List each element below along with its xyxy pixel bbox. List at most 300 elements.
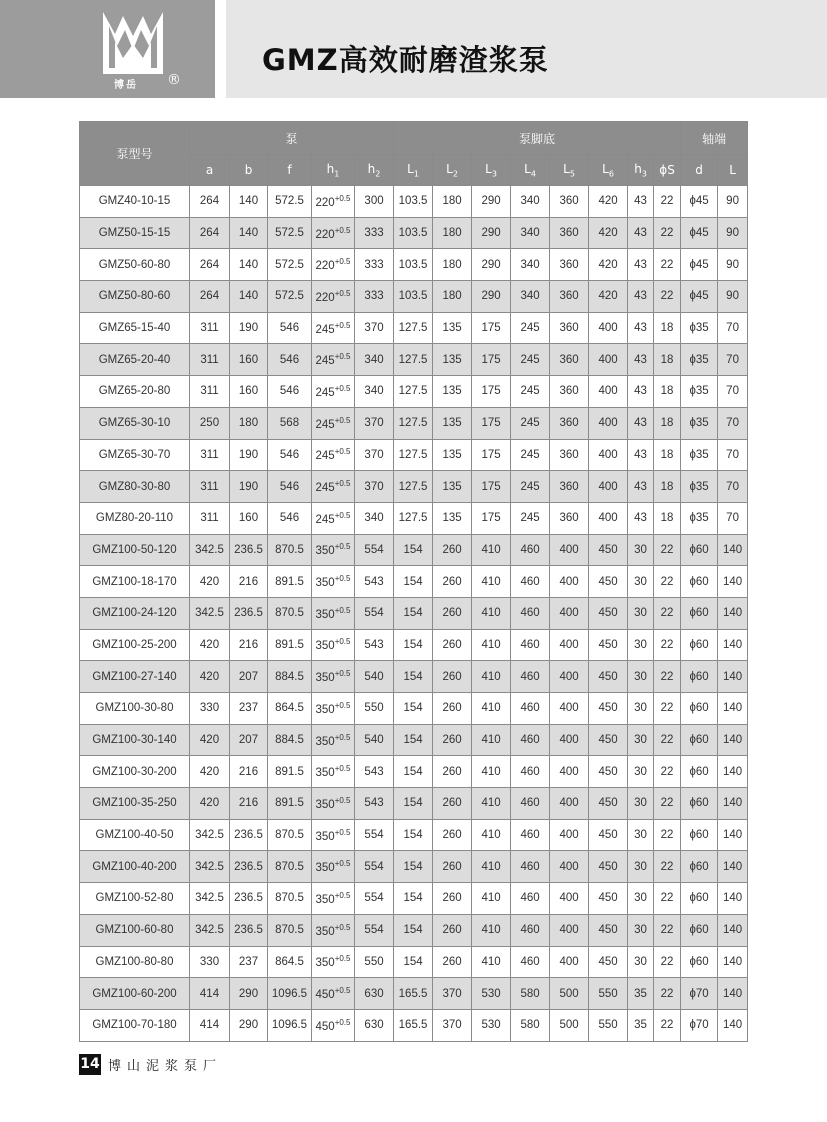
- page-title: GMZ高效耐磨渣浆泵: [262, 43, 549, 77]
- value-cell: 400: [550, 724, 589, 756]
- value-cell: 340: [511, 217, 550, 249]
- value-cell: 103.5: [394, 249, 433, 281]
- value-cell: 400: [550, 788, 589, 820]
- value-cell: 400: [589, 312, 628, 344]
- table-row: [80, 186, 748, 218]
- value-cell: 160: [230, 502, 268, 534]
- value-cell: ɸ60: [681, 534, 718, 566]
- value-cell: 460: [511, 914, 550, 946]
- value-cell: 264: [190, 217, 230, 249]
- value-cell: 410: [472, 724, 511, 756]
- column-header: L: [718, 155, 748, 186]
- value-cell: 460: [511, 566, 550, 598]
- value-cell: 342.5: [190, 883, 230, 915]
- value-cell: 260: [433, 946, 472, 978]
- value-cell: $350^{+0.5}$: [312, 629, 355, 661]
- value-cell: ɸ60: [681, 597, 718, 629]
- title-panel: [226, 0, 827, 98]
- value-cell: 530: [472, 1009, 511, 1041]
- value-cell: 260: [433, 597, 472, 629]
- value-cell: 311: [190, 439, 230, 471]
- value-cell: 216: [230, 629, 268, 661]
- value-cell: 175: [472, 407, 511, 439]
- table-row: [80, 502, 748, 534]
- value-cell: 175: [472, 344, 511, 376]
- table-row: [80, 439, 748, 471]
- value-cell: 135: [433, 312, 472, 344]
- value-cell: 550: [355, 946, 394, 978]
- value-cell: 884.5: [268, 724, 312, 756]
- value-cell: $350^{+0.5}$: [312, 883, 355, 915]
- value-cell: 450: [589, 883, 628, 915]
- value-cell: ɸ35: [681, 312, 718, 344]
- value-cell: ɸ60: [681, 661, 718, 693]
- model-cell: GMZ65-30-70: [80, 439, 190, 471]
- value-cell: 90: [718, 186, 748, 218]
- value-cell: 18: [654, 376, 681, 408]
- value-cell: 572.5: [268, 186, 312, 218]
- value-cell: 22: [654, 978, 681, 1010]
- value-cell: 870.5: [268, 883, 312, 915]
- value-cell: 22: [654, 597, 681, 629]
- value-cell: 450: [589, 851, 628, 883]
- value-cell: 450: [589, 946, 628, 978]
- value-cell: 370: [355, 407, 394, 439]
- value-cell: $245^{+0.5}$: [312, 439, 355, 471]
- table-row: [80, 1009, 748, 1041]
- value-cell: 135: [433, 344, 472, 376]
- model-cell: GMZ50-60-80: [80, 249, 190, 281]
- column-header: $h_3$: [628, 155, 654, 186]
- value-cell: 140: [230, 249, 268, 281]
- table-row: [80, 946, 748, 978]
- value-cell: 400: [589, 439, 628, 471]
- value-cell: 140: [230, 186, 268, 218]
- value-cell: 546: [268, 312, 312, 344]
- value-cell: $350^{+0.5}$: [312, 914, 355, 946]
- value-cell: 410: [472, 883, 511, 915]
- value-cell: 260: [433, 756, 472, 788]
- value-cell: 245: [511, 407, 550, 439]
- value-cell: 543: [355, 756, 394, 788]
- value-cell: 311: [190, 471, 230, 503]
- value-cell: 410: [472, 534, 511, 566]
- value-cell: 870.5: [268, 914, 312, 946]
- value-cell: 236.5: [230, 819, 268, 851]
- value-cell: 264: [190, 249, 230, 281]
- model-cell: GMZ80-20-110: [80, 502, 190, 534]
- value-cell: 311: [190, 312, 230, 344]
- column-header: $L_4$: [511, 155, 550, 186]
- value-cell: 400: [550, 756, 589, 788]
- value-cell: 400: [550, 597, 589, 629]
- model-cell: GMZ100-30-140: [80, 724, 190, 756]
- value-cell: 43: [628, 407, 654, 439]
- value-cell: 580: [511, 978, 550, 1010]
- model-cell: GMZ100-70-180: [80, 1009, 190, 1041]
- table-row: [80, 661, 748, 693]
- value-cell: 140: [718, 756, 748, 788]
- value-cell: 420: [589, 186, 628, 218]
- column-header: $L_6$: [589, 155, 628, 186]
- value-cell: 245: [511, 376, 550, 408]
- value-cell: 450: [589, 724, 628, 756]
- value-cell: 450: [589, 629, 628, 661]
- value-cell: 70: [718, 471, 748, 503]
- value-cell: 140: [718, 629, 748, 661]
- value-cell: 450: [589, 661, 628, 693]
- value-cell: 190: [230, 471, 268, 503]
- value-cell: 360: [550, 249, 589, 281]
- value-cell: 342.5: [190, 534, 230, 566]
- value-cell: 175: [472, 376, 511, 408]
- value-cell: 400: [550, 946, 589, 978]
- value-cell: 870.5: [268, 597, 312, 629]
- value-cell: $245^{+0.5}$: [312, 312, 355, 344]
- table-row: [80, 249, 748, 281]
- value-cell: 540: [355, 724, 394, 756]
- value-cell: 260: [433, 883, 472, 915]
- table-row: [80, 312, 748, 344]
- model-cell: GMZ65-20-80: [80, 376, 190, 408]
- value-cell: 127.5: [394, 439, 433, 471]
- value-cell: 22: [654, 281, 681, 313]
- value-cell: 140: [718, 724, 748, 756]
- value-cell: 460: [511, 597, 550, 629]
- value-cell: 546: [268, 471, 312, 503]
- value-cell: 35: [628, 978, 654, 1010]
- value-cell: 190: [230, 312, 268, 344]
- value-cell: 154: [394, 883, 433, 915]
- value-cell: 864.5: [268, 946, 312, 978]
- value-cell: 530: [472, 978, 511, 1010]
- column-header: ɸS: [654, 155, 681, 186]
- value-cell: 154: [394, 851, 433, 883]
- value-cell: 410: [472, 566, 511, 598]
- value-cell: 22: [654, 883, 681, 915]
- value-cell: 30: [628, 946, 654, 978]
- value-cell: 207: [230, 661, 268, 693]
- value-cell: 330: [190, 946, 230, 978]
- value-cell: 18: [654, 439, 681, 471]
- value-cell: 550: [589, 978, 628, 1010]
- value-cell: 410: [472, 851, 511, 883]
- table-row: [80, 819, 748, 851]
- value-cell: 127.5: [394, 471, 433, 503]
- value-cell: 260: [433, 693, 472, 725]
- value-cell: 140: [718, 1009, 748, 1041]
- value-cell: 154: [394, 914, 433, 946]
- value-cell: ɸ60: [681, 724, 718, 756]
- value-cell: 450: [589, 756, 628, 788]
- value-cell: 500: [550, 978, 589, 1010]
- value-cell: 135: [433, 376, 472, 408]
- value-cell: 360: [550, 344, 589, 376]
- value-cell: 400: [550, 819, 589, 851]
- value-cell: 43: [628, 344, 654, 376]
- value-cell: 572.5: [268, 281, 312, 313]
- value-cell: 236.5: [230, 914, 268, 946]
- value-cell: $245^{+0.5}$: [312, 344, 355, 376]
- table-row: [80, 217, 748, 249]
- value-cell: 127.5: [394, 376, 433, 408]
- value-cell: ɸ35: [681, 344, 718, 376]
- value-cell: 410: [472, 597, 511, 629]
- value-cell: 154: [394, 597, 433, 629]
- value-cell: 340: [511, 281, 550, 313]
- value-cell: 554: [355, 534, 394, 566]
- value-cell: 18: [654, 502, 681, 534]
- value-cell: 891.5: [268, 788, 312, 820]
- value-cell: $350^{+0.5}$: [312, 566, 355, 598]
- value-cell: 370: [355, 471, 394, 503]
- column-header: $h_2$: [355, 155, 394, 186]
- value-cell: 260: [433, 629, 472, 661]
- value-cell: 180: [230, 407, 268, 439]
- model-cell: GMZ100-27-140: [80, 661, 190, 693]
- value-cell: $350^{+0.5}$: [312, 597, 355, 629]
- value-cell: ɸ35: [681, 471, 718, 503]
- table-row: [80, 978, 748, 1010]
- value-cell: 360: [550, 502, 589, 534]
- value-cell: 546: [268, 502, 312, 534]
- value-cell: 70: [718, 439, 748, 471]
- value-cell: 460: [511, 693, 550, 725]
- value-cell: 260: [433, 851, 472, 883]
- value-cell: 180: [433, 249, 472, 281]
- value-cell: 554: [355, 851, 394, 883]
- value-cell: 546: [268, 439, 312, 471]
- value-cell: 135: [433, 471, 472, 503]
- value-cell: 22: [654, 186, 681, 218]
- value-cell: 43: [628, 312, 654, 344]
- value-cell: 311: [190, 376, 230, 408]
- value-cell: 500: [550, 1009, 589, 1041]
- value-cell: 400: [550, 534, 589, 566]
- value-cell: 43: [628, 376, 654, 408]
- value-cell: 370: [355, 439, 394, 471]
- value-cell: 140: [718, 566, 748, 598]
- value-cell: 414: [190, 1009, 230, 1041]
- value-cell: 460: [511, 629, 550, 661]
- value-cell: 140: [718, 946, 748, 978]
- model-cell: GMZ100-40-200: [80, 851, 190, 883]
- column-header: f: [268, 155, 312, 186]
- group-header-shaft: 轴端: [681, 122, 748, 155]
- value-cell: 30: [628, 566, 654, 598]
- value-cell: 891.5: [268, 756, 312, 788]
- column-header: $L_3$: [472, 155, 511, 186]
- value-cell: 70: [718, 376, 748, 408]
- value-cell: 290: [472, 281, 511, 313]
- value-cell: ɸ60: [681, 883, 718, 915]
- value-cell: 22: [654, 914, 681, 946]
- value-cell: 420: [190, 788, 230, 820]
- dimension-table: [79, 121, 748, 1042]
- value-cell: 400: [589, 376, 628, 408]
- value-cell: 154: [394, 661, 433, 693]
- value-cell: 250: [190, 407, 230, 439]
- value-cell: 22: [654, 534, 681, 566]
- value-cell: $220^{+0.5}$: [312, 186, 355, 218]
- value-cell: ɸ60: [681, 851, 718, 883]
- value-cell: 165.5: [394, 978, 433, 1010]
- group-header-pump: 泵: [190, 122, 394, 155]
- table-row: [80, 629, 748, 661]
- value-cell: 30: [628, 756, 654, 788]
- value-cell: $350^{+0.5}$: [312, 693, 355, 725]
- value-cell: 410: [472, 693, 511, 725]
- value-cell: 540: [355, 661, 394, 693]
- value-cell: 870.5: [268, 819, 312, 851]
- value-cell: 290: [472, 186, 511, 218]
- value-cell: 175: [472, 471, 511, 503]
- model-cell: GMZ65-15-40: [80, 312, 190, 344]
- value-cell: 543: [355, 629, 394, 661]
- value-cell: ɸ70: [681, 978, 718, 1010]
- table-row: [80, 756, 748, 788]
- value-cell: 891.5: [268, 629, 312, 661]
- table-row: [80, 344, 748, 376]
- value-cell: 333: [355, 249, 394, 281]
- value-cell: $350^{+0.5}$: [312, 756, 355, 788]
- value-cell: 400: [550, 883, 589, 915]
- value-cell: ɸ45: [681, 217, 718, 249]
- value-cell: 35: [628, 1009, 654, 1041]
- value-cell: 300: [355, 186, 394, 218]
- value-cell: 342.5: [190, 819, 230, 851]
- value-cell: 22: [654, 217, 681, 249]
- value-cell: $350^{+0.5}$: [312, 788, 355, 820]
- table-row: [80, 693, 748, 725]
- value-cell: 140: [718, 883, 748, 915]
- value-cell: 311: [190, 502, 230, 534]
- value-cell: 360: [550, 407, 589, 439]
- value-cell: 450: [589, 566, 628, 598]
- value-cell: 216: [230, 788, 268, 820]
- value-cell: 420: [589, 249, 628, 281]
- value-cell: 43: [628, 186, 654, 218]
- value-cell: 216: [230, 756, 268, 788]
- value-cell: $350^{+0.5}$: [312, 534, 355, 566]
- value-cell: 127.5: [394, 312, 433, 344]
- column-header: b: [230, 155, 268, 186]
- value-cell: 420: [190, 756, 230, 788]
- model-cell: GMZ50-80-60: [80, 281, 190, 313]
- value-cell: 180: [433, 186, 472, 218]
- value-cell: 30: [628, 629, 654, 661]
- model-cell: GMZ100-25-200: [80, 629, 190, 661]
- model-header: 泵型号: [80, 122, 190, 186]
- model-cell: GMZ100-52-80: [80, 883, 190, 915]
- value-cell: $450^{+0.5}$: [312, 978, 355, 1010]
- model-cell: GMZ100-30-80: [80, 693, 190, 725]
- value-cell: 90: [718, 281, 748, 313]
- value-cell: 342.5: [190, 597, 230, 629]
- value-cell: 43: [628, 471, 654, 503]
- model-cell: GMZ100-60-80: [80, 914, 190, 946]
- column-header: d: [681, 155, 718, 186]
- value-cell: 103.5: [394, 281, 433, 313]
- table-row: [80, 376, 748, 408]
- value-cell: 360: [550, 376, 589, 408]
- value-cell: $220^{+0.5}$: [312, 281, 355, 313]
- table-row: [80, 883, 748, 915]
- value-cell: 237: [230, 693, 268, 725]
- model-cell: GMZ40-10-15: [80, 186, 190, 218]
- value-cell: 30: [628, 914, 654, 946]
- value-cell: 22: [654, 788, 681, 820]
- value-cell: 370: [355, 312, 394, 344]
- value-cell: 127.5: [394, 502, 433, 534]
- value-cell: 190: [230, 439, 268, 471]
- value-cell: 260: [433, 661, 472, 693]
- value-cell: ɸ60: [681, 756, 718, 788]
- value-cell: 22: [654, 851, 681, 883]
- value-cell: 103.5: [394, 186, 433, 218]
- value-cell: 554: [355, 883, 394, 915]
- value-cell: 460: [511, 788, 550, 820]
- value-cell: 175: [472, 502, 511, 534]
- value-cell: 264: [190, 281, 230, 313]
- value-cell: 30: [628, 819, 654, 851]
- value-cell: 180: [433, 217, 472, 249]
- table-row: [80, 534, 748, 566]
- value-cell: 450: [589, 693, 628, 725]
- value-cell: 90: [718, 249, 748, 281]
- value-cell: 420: [190, 566, 230, 598]
- value-cell: 400: [550, 693, 589, 725]
- value-cell: 154: [394, 629, 433, 661]
- value-cell: 400: [550, 566, 589, 598]
- value-cell: 360: [550, 217, 589, 249]
- value-cell: $350^{+0.5}$: [312, 851, 355, 883]
- value-cell: 543: [355, 788, 394, 820]
- value-cell: 333: [355, 217, 394, 249]
- value-cell: 30: [628, 724, 654, 756]
- value-cell: 154: [394, 946, 433, 978]
- table-row: [80, 566, 748, 598]
- column-header: a: [190, 155, 230, 186]
- value-cell: 103.5: [394, 217, 433, 249]
- value-cell: 891.5: [268, 566, 312, 598]
- value-cell: 154: [394, 724, 433, 756]
- value-cell: 260: [433, 914, 472, 946]
- value-cell: 245: [511, 471, 550, 503]
- value-cell: 22: [654, 693, 681, 725]
- model-cell: GMZ100-50-120: [80, 534, 190, 566]
- value-cell: 22: [654, 661, 681, 693]
- table-row: [80, 914, 748, 946]
- value-cell: 140: [230, 281, 268, 313]
- model-cell: GMZ80-30-80: [80, 471, 190, 503]
- value-cell: 135: [433, 439, 472, 471]
- value-cell: 290: [472, 249, 511, 281]
- value-cell: 340: [511, 249, 550, 281]
- value-cell: 400: [589, 344, 628, 376]
- value-cell: 135: [433, 407, 472, 439]
- model-cell: GMZ100-40-50: [80, 819, 190, 851]
- value-cell: 333: [355, 281, 394, 313]
- value-cell: 400: [550, 629, 589, 661]
- value-cell: 245: [511, 312, 550, 344]
- value-cell: 410: [472, 914, 511, 946]
- value-cell: 154: [394, 693, 433, 725]
- value-cell: 450: [589, 914, 628, 946]
- value-cell: 420: [589, 281, 628, 313]
- value-cell: $245^{+0.5}$: [312, 471, 355, 503]
- value-cell: 135: [433, 502, 472, 534]
